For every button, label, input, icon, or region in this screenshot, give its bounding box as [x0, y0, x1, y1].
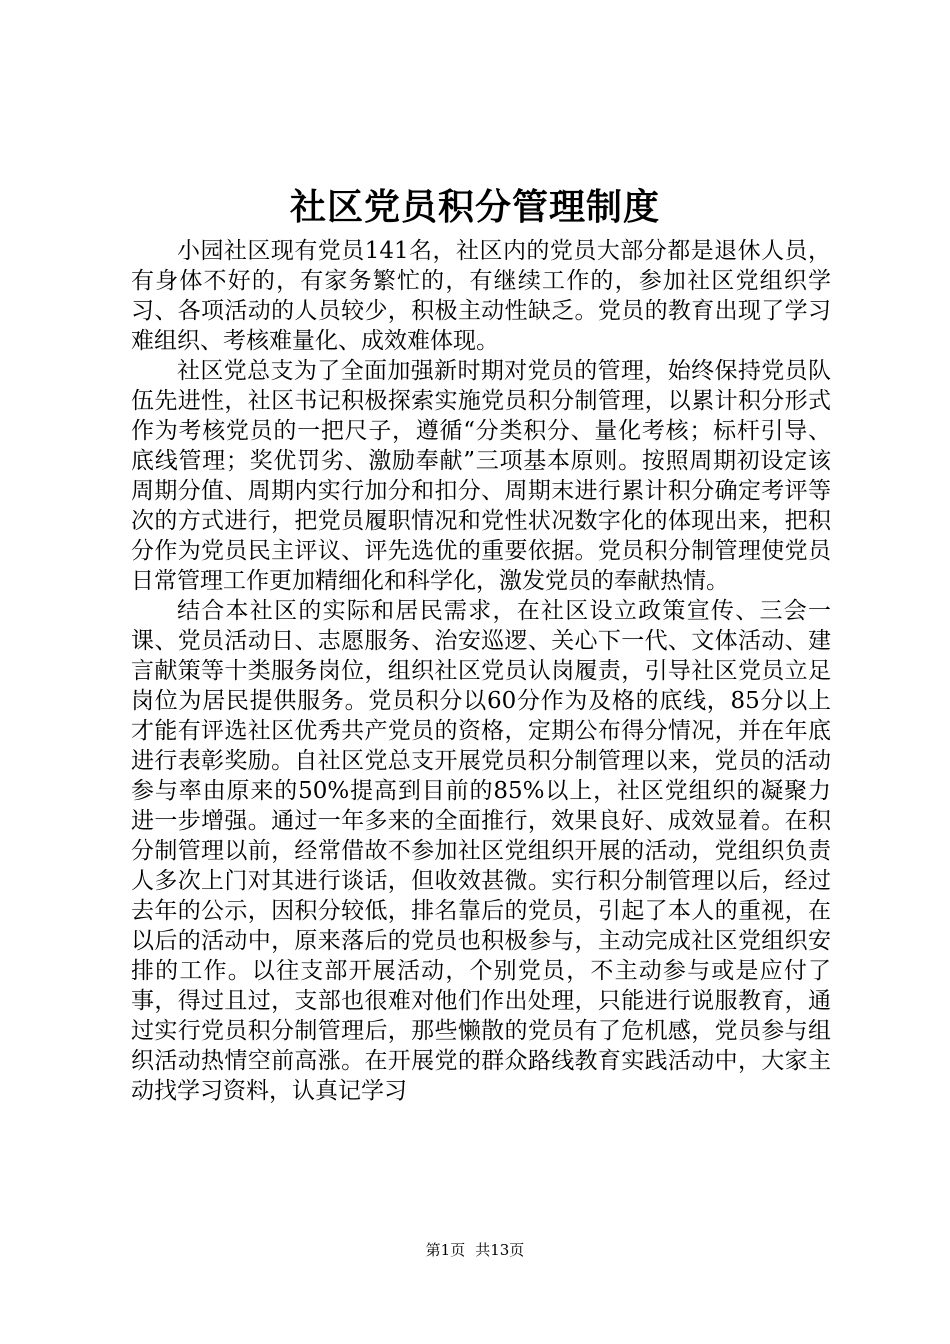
- page-total: 共13页: [475, 1241, 525, 1259]
- document-title: 社区党员积分管理制度: [289, 186, 660, 228]
- page-footer: [0, 1240, 950, 1260]
- paragraph-3: 结合本社区的实际和居民需求，在社区设立政策宣传、三会一课、党员活动日、志愿服务、治安巡逻、关心下一代、文体活动、建言献策等十类服务岗位，组织社区党员认岗履责，引导社区党员立足岗位为居民提供服务。党员积分以60分作为及格的底线，85分以上才能有评选社区优秀共产党员的资格，定期公布得分情况，并在年底进行表彰奖励。自社区党总支开展党员积分制管理以来，党员的活动参与率由原来的50%提高到目前的85%以上，社区党组织的凝聚力进一步增强。通过一年多来的全面推行，效果良好、成效显着。在积分制管理以前，经常借故不参加社区党组织开展的活动，党组织负责人多次上门对其进行谈话，但收效甚微。实行积分制管理以后，经过去年的公示，因积分较低，排名靠后的党员，引起了本人的重视，在以后的活动中，原来落后的党员也积极参与，主动完成社区党组织安排的工作。以往支部开展活动，个别党员，不主动参与或是应付了事，得过且过，支部也很难对他们作出处理，只能进行说服教育，通过实行党员积分制管理后，那些懒散的党员有了危机感，党员参与组织活动热情空前高涨。在开展党的群众路线教育实践活动中，大家主动找学习资料，认真记学习: [131, 598, 831, 1104]
- paragraph-2: 社区党总支为了全面加强新时期对党员的管理，始终保持党员队伍先进性，社区书记积极探索实施党员积分制管理，以累计积分形式作为考核党员的一把尺子，遵循“分类积分、量化考核；标杆引导、底线管理；奖优罚劣、激励奉献”三项基本原则。按照周期初设定该周期分值、周期内实行加分和扣分、周期末进行累计积分确定考评等次的方式进行，把党员履职情况和党性状况数字化的体现出来，把积分作为党员民主评议、评先选优的重要依据。党员积分制管理使党员日常管理工作更加精细化和科学化，激发党员的奉献热情。: [131, 358, 831, 594]
- page-number: 第1页: [425, 1241, 466, 1259]
- paragraph-1: 小园社区现有党员141名，社区内的党员大部分都是退休人员，有身体不好的，有家务繁忙的，有继续工作的，参加社区党组织学习、各项活动的人员较少，积极主动性缺乏。党员的教育出现了学习难组织、考核难量化、成效难体现。: [131, 238, 831, 354]
- document-body: [131, 236, 831, 1106]
